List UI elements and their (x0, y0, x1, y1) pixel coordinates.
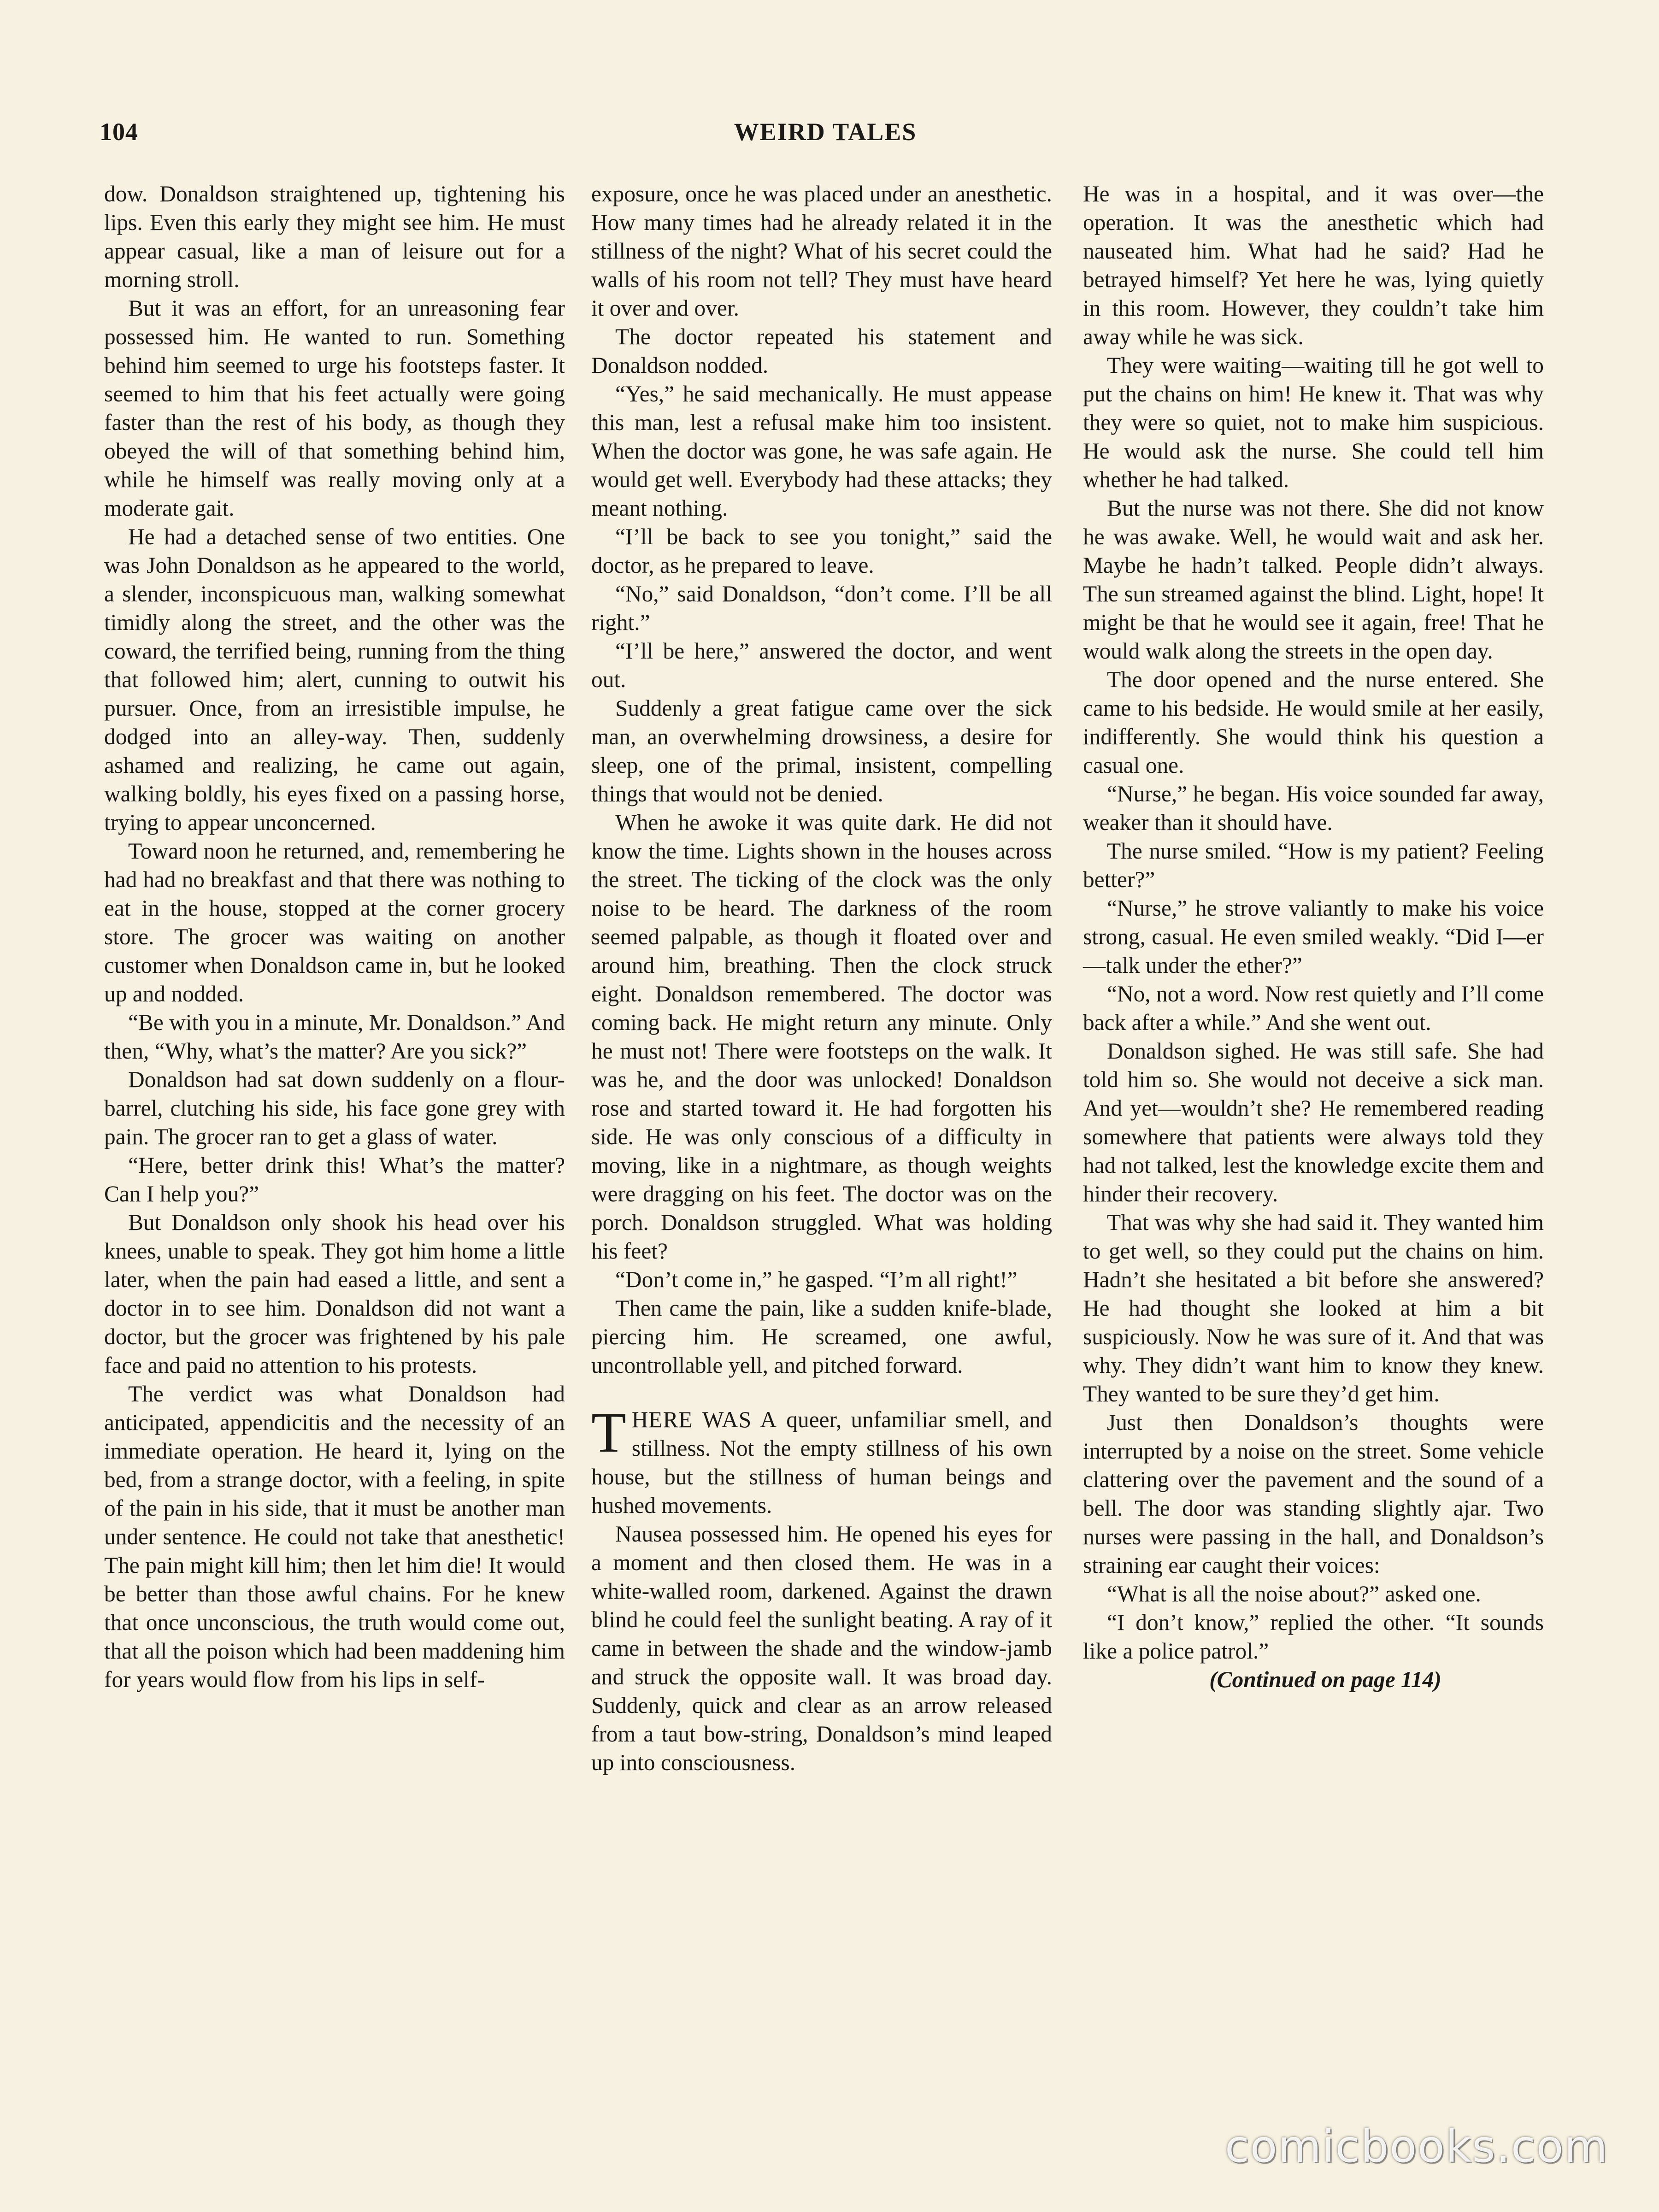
text-column-3 (1083, 180, 1544, 1694)
paragraph: He had a detached sense of two entities. One was John Donaldson as he appeared to the world, a slender, inconspicuous man, walking somewhat timidly along the street, and the other was the coward, the terrified being, running from the thing that followed him; alert, cunning to outwit his pursuer. Once, from an irresistible impulse, he dodged into an alley-way. Then, suddenly ashamed and realizing, he came out again, walking boldly, his eyes fixed on a passing horse, trying to appear unconcerned. (104, 524, 565, 835)
paragraph: But Donaldson only shook his head over his knees, unable to speak. They got him home a little later, when the pain had eased a little, and sent a doctor in to see him. Donaldson did not want a doctor, but the grocer was frightened by his pale face and paid no attention to his protests. (104, 1210, 565, 1378)
paragraph: He was in a hospital, and it was over—the operation. It was the anesthetic which had nauseated him. What had he said? Had he betrayed himself? Yet here he was, lying quietly in this room. However, they couldn’t take him away while he was sick. (1083, 181, 1544, 349)
paragraph: The doctor repeated his statement and Donaldson nodded. (591, 324, 1052, 378)
paragraph: But the nurse was not there. She did not know he was awake. Well, he would wait and ask her. Maybe he hadn’t talked. People didn’t always. The sun streamed against the blind. Light, hope! It might be that he would see it again, free! That he would walk along the streets in the open day. (1083, 495, 1544, 664)
paragraph: “Here, better drink this! What’s the matter? Can I help you?” (104, 1153, 565, 1206)
paragraph: But it was an effort, for an unreasoning fear possessed him. He wanted to run. Something behind him seemed to urge his footsteps faster. It seemed to him that his feet actually were going faster than the rest of his body, as though they obeyed the will of that something behind him, while he himself was really moving only at a moderate gait. (104, 295, 565, 521)
paragraph: The nurse smiled. “How is my patient? Feeling better?” (1083, 838, 1544, 892)
magazine-title: WEIRD TALES (734, 118, 917, 146)
site-watermark: comicbooks.com (1224, 2121, 1608, 2172)
paragraph: “No,” said Donaldson, “don’t come. I’ll be all right.” (591, 581, 1052, 635)
section-text: queer, unfamiliar smell, and stillness. Not the empty stillness of his own house, but the stillness of human beings and hushed movements. (591, 1407, 1052, 1518)
paragraph: “Nurse,” he strove valiantly to make his voice strong, casual. He even smiled weakly. “Did I—er—talk under the ether?” (1083, 895, 1544, 978)
paragraph: The door opened and the nurse entered. She came to his bedside. He would smile at her easily, indifferently. She would think his question a casual one. (1083, 667, 1544, 778)
paragraph: “Be with you in a minute, Mr. Donaldson.” And then, “Why, what’s the matter? Are you sick?” (104, 1010, 565, 1064)
paragraph: Suddenly a great fatigue came over the sick man, an overwhelming drowsiness, a desire for sleep, one of the primal, insistent, compelling things that would not be denied. (591, 695, 1052, 806)
paragraph: Nausea possessed him. He opened his eyes for a moment and then closed them. He was in a white-walled room, darkened. Against the drawn blind he could feel the sunlight beating. A ray of it came in between the shade and the window-jamb and struck the opposite wall. It was broad day. Suddenly, quick and clear as an arrow released from a taut bow-string, Donaldson’s mind leaped up into consciousness. (591, 1521, 1052, 1775)
drop-cap: T (591, 1401, 626, 1464)
page-number: 104 (100, 118, 138, 146)
page-header (100, 118, 1551, 154)
paragraph: exposure, once he was placed under an anesthetic. How many times had he already related it in the stillness of the night? What of his secret could the walls of his room not tell? They must have heard it over and over. (591, 181, 1052, 321)
paragraph: That was why she had said it. They wanted him to get well, so they could put the chains on him. Hadn’t she hesitated a bit before she answered? He had thought she looked at him a bit suspiciously. Now he was sure of it. And that was why. They didn’t want him to know they knew. They wanted to be sure they’d get him. (1083, 1210, 1544, 1406)
paragraph: They were waiting—waiting till he got well to put the chains on him! He knew it. That was why they were so quiet, not to make him suspicious. He would ask the nurse. She could tell him whether he had talked. (1083, 353, 1544, 492)
paragraph: “Yes,” he said mechanically. He must appease this man, lest a refusal make him too insistent. When the doctor was gone, he was safe again. He would get well. Everybody had these attacks; they meant nothing. (591, 381, 1052, 521)
paragraph: “I’ll be here,” answered the doctor, and went out. (591, 638, 1052, 692)
paragraph: When he awoke it was quite dark. He did not know the time. Lights shown in the houses across the street. The ticking of the clock was the only noise to be heard. The darkness of the room seemed palpable, as though it floated over and around him, breathing. Then the clock struck eight. Donaldson remembered. The doctor was coming back. He might return any minute. Only he must not! There were footsteps on the walk. It was he, and the door was unlocked! Donaldson rose and started toward it. He had forgotten his side. He was only conscious of a difficulty in moving, like in a nightmare, as though weights were dragging on his feet. The doctor was on the porch. Donaldson struggled. What was holding his feet? (591, 810, 1052, 1264)
paragraph: Donaldson sighed. He was still safe. She had told him so. She would not deceive a sick man. And yet—wouldn’t she? He remembered reading somewhere that patients were always told they had not talked, lest the knowledge excite them and hinder their recovery. (1083, 1038, 1544, 1206)
paragraph: Then came the pain, like a sudden knife-blade, piercing him. He screamed, one awful, uncontrollable yell, and pitched forward. (591, 1295, 1052, 1378)
paragraph: “No, not a word. Now rest quietly and I’ll come back after a while.” And she went out. (1083, 981, 1544, 1035)
paragraph: “Don’t come in,” he gasped. “I’m all right!” (615, 1267, 1018, 1292)
continued-note: (Continued on page 114) (1209, 1667, 1441, 1692)
paragraph: “What is all the noise about?” asked one. (1107, 1581, 1481, 1606)
paragraph: “I don’t know,” replied the other. “It sounds like a police patrol.” (1083, 1610, 1544, 1664)
paragraph: “Nurse,” he began. His voice sounded far away, weaker than it should have. (1083, 781, 1544, 835)
paragraph: Just then Donaldson’s thoughts were interrupted by a noise on the street. Some vehicle clattering over the pavement and the sound of a bell. The door was standing slightly ajar. Two nurses were passing in the hall, and Donaldson’s straining ear caught their voices: (1083, 1410, 1544, 1578)
paragraph: Donaldson had sat down suddenly on a flour-barrel, clutching his side, his face gone grey with pain. The grocer ran to get a glass of water. (104, 1067, 565, 1149)
section-break-paragraph (591, 1401, 1052, 1520)
paragraph: Toward noon he returned, and, remembering he had had no breakfast and that there was nothing to eat in the house, stopped at the corner grocery store. The grocer was waiting on another customer when Donaldson came in, but he looked up and nodded. (104, 838, 565, 1006)
paragraph: “I’ll be back to see you tonight,” said the doctor, as he prepared to leave. (591, 524, 1052, 578)
paragraph: dow. Donaldson straightened up, tightening his lips. Even this early they might see him. He must appear casual, like a man of leisure out for a morning stroll. (104, 181, 565, 292)
section-lead-in: HERE WAS A (631, 1407, 777, 1432)
paragraph: The verdict was what Donaldson had anticipated, appendicitis and the necessity of an immediate operation. He heard it, lying on the bed, from a strange doctor, with a feeling, in spite of the pain in his side, that it must be another man under sentence. He could not take that anesthetic! The pain might kill him; then let him die! It would be better than those awful chains. For he knew that once unconscious, the truth would come out, that all the poison which had been maddening him for years would flow from his lips in self- (104, 1381, 565, 1692)
text-column-2 (591, 180, 1052, 1777)
text-column-1 (104, 180, 565, 1694)
